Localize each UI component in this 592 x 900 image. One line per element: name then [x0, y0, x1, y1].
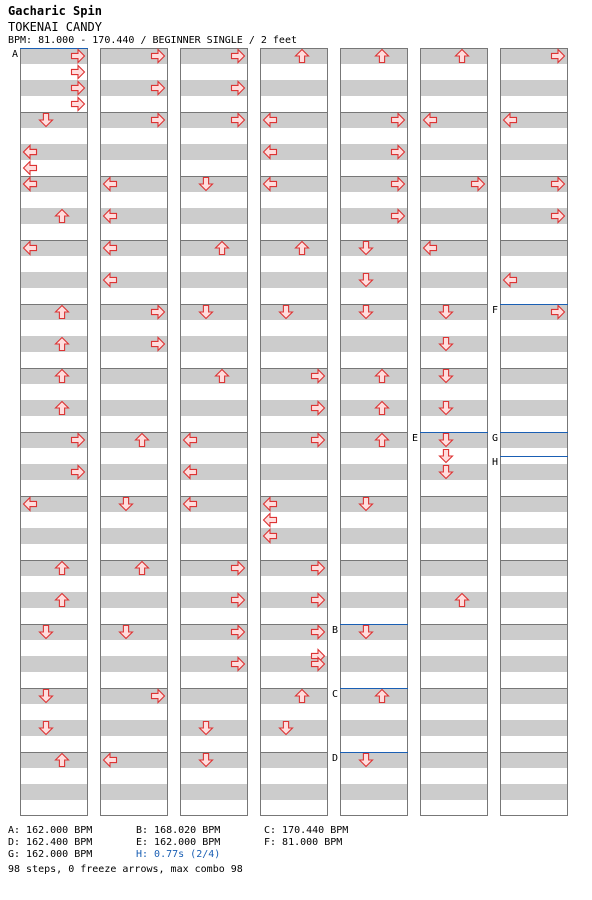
beat-band: [20, 208, 88, 224]
beat-band: [340, 496, 408, 512]
beat-band: [260, 336, 328, 352]
beat-band: [500, 752, 568, 768]
beat-band: [420, 752, 488, 768]
beat-band: [420, 624, 488, 640]
beat-band: [420, 80, 488, 96]
beat-band: [500, 688, 568, 704]
arrow-left-icon: [24, 162, 37, 175]
beat-band: [180, 272, 248, 288]
beat-band: [100, 656, 168, 672]
beat-band: [20, 560, 88, 576]
beat-band: [100, 464, 168, 480]
beat-band: [20, 272, 88, 288]
beat-band: [100, 624, 168, 640]
beat-band: [20, 720, 88, 736]
beat-band: [340, 400, 408, 416]
beat-band: [100, 720, 168, 736]
beat-band: [420, 48, 488, 64]
beat-band: [420, 368, 488, 384]
beat-band: [20, 592, 88, 608]
beat-band: [340, 336, 408, 352]
beat-band: [500, 464, 568, 480]
legend-g: G: 162.000 BPM: [8, 849, 93, 860]
beat-band: [180, 240, 248, 256]
beat-band: [260, 752, 328, 768]
beat-band: [180, 688, 248, 704]
bpm-change-label: H: [491, 457, 498, 468]
beat-band: [420, 432, 488, 448]
beat-band: [340, 48, 408, 64]
beat-band: [100, 592, 168, 608]
beat-band: [260, 208, 328, 224]
beat-band: [100, 144, 168, 160]
beat-band: [180, 720, 248, 736]
legend-e: E: 162.000 BPM: [136, 837, 221, 848]
beat-band: [20, 368, 88, 384]
beat-band: [420, 464, 488, 480]
beat-band: [500, 784, 568, 800]
beat-band: [260, 688, 328, 704]
bpm-change-label: G: [491, 433, 498, 444]
beat-band: [260, 272, 328, 288]
beat-band: [500, 624, 568, 640]
beat-band: [180, 752, 248, 768]
beat-band: [340, 656, 408, 672]
beat-band: [340, 368, 408, 384]
beat-band: [340, 560, 408, 576]
beat-band: [260, 80, 328, 96]
chart-info: BPM: 81.000 - 170.440 / BEGINNER SINGLE / 2 feet: [8, 35, 297, 46]
beat-band: [180, 336, 248, 352]
beat-band: [100, 560, 168, 576]
beat-band: [340, 464, 408, 480]
beat-band: [20, 112, 88, 128]
beat-band: [20, 752, 88, 768]
beat-band: [420, 592, 488, 608]
beat-band: [420, 496, 488, 512]
beat-band: [260, 720, 328, 736]
beat-band: [500, 400, 568, 416]
beat-band: [340, 80, 408, 96]
beat-band: [420, 272, 488, 288]
legend-d: D: 162.400 BPM: [8, 837, 93, 848]
song-artist: Gacharic Spin: [8, 4, 102, 18]
beat-band: [500, 592, 568, 608]
beat-band: [180, 208, 248, 224]
beat-band: [180, 176, 248, 192]
beat-band: [420, 784, 488, 800]
beat-band: [500, 144, 568, 160]
beat-band: [100, 528, 168, 544]
beat-band: [260, 240, 328, 256]
beat-band: [100, 400, 168, 416]
beat-band: [20, 304, 88, 320]
beat-band: [20, 400, 88, 416]
beat-band: [500, 720, 568, 736]
beat-band: [340, 528, 408, 544]
beat-band: [420, 656, 488, 672]
beat-band: [340, 432, 408, 448]
bpm-change-label: B: [331, 625, 338, 636]
beat-band: [100, 784, 168, 800]
beat-band: [180, 304, 248, 320]
beat-band: [20, 784, 88, 800]
beat-band: [500, 336, 568, 352]
beat-band: [340, 720, 408, 736]
beat-band: [100, 368, 168, 384]
beat-band: [500, 80, 568, 96]
beat-band: [500, 528, 568, 544]
beat-band: [420, 528, 488, 544]
beat-band: [260, 48, 328, 64]
arrow-down-icon: [440, 450, 453, 463]
legend-c: C: 170.440 BPM: [264, 825, 349, 836]
beat-band: [340, 304, 408, 320]
beat-band: [180, 368, 248, 384]
beat-band: [100, 432, 168, 448]
bpm-change-label: E: [411, 433, 418, 444]
bpm-change-label: C: [331, 689, 338, 700]
beat-band: [420, 560, 488, 576]
legend-f: F: 81.000 BPM: [264, 837, 343, 848]
beat-band: [500, 368, 568, 384]
beat-band: [340, 688, 408, 704]
beat-band: [420, 144, 488, 160]
beat-band: [500, 240, 568, 256]
step-summary: 98 steps, 0 freeze arrows, max combo 98: [8, 864, 243, 875]
beat-band: [420, 688, 488, 704]
beat-band: [500, 560, 568, 576]
beat-band: [340, 240, 408, 256]
beat-band: [180, 528, 248, 544]
beat-band: [20, 336, 88, 352]
beat-band: [20, 656, 88, 672]
beat-band: [20, 688, 88, 704]
legend-h: H: 0.77s (2/4): [136, 849, 221, 860]
arrow-right-icon: [72, 66, 85, 79]
beat-band: [260, 784, 328, 800]
beat-band: [420, 400, 488, 416]
beat-band: [20, 624, 88, 640]
bpm-change-label: F: [491, 305, 498, 316]
bpm-change-label: D: [331, 753, 338, 764]
bpm-change-label: A: [11, 49, 18, 60]
legend-b: B: 168.020 BPM: [136, 825, 221, 836]
beat-band: [420, 304, 488, 320]
beat-band: [500, 656, 568, 672]
beat-band: [420, 720, 488, 736]
legend-a: A: 162.000 BPM: [8, 825, 93, 836]
beat-band: [20, 528, 88, 544]
arrow-left-icon: [264, 514, 277, 527]
beat-band: [500, 432, 568, 448]
beat-band: [260, 304, 328, 320]
beat-band: [260, 464, 328, 480]
arrow-right-icon: [72, 98, 85, 111]
beat-band: [100, 496, 168, 512]
beat-band: [340, 752, 408, 768]
beat-band: [180, 144, 248, 160]
beat-band: [420, 208, 488, 224]
beat-band: [340, 784, 408, 800]
beat-band: [340, 592, 408, 608]
song-title: TOKENAI CANDY: [8, 20, 102, 34]
beat-band: [420, 336, 488, 352]
beat-band: [180, 400, 248, 416]
beat-band: [500, 496, 568, 512]
beat-band: [340, 624, 408, 640]
beat-band: [340, 272, 408, 288]
beat-band: [180, 784, 248, 800]
